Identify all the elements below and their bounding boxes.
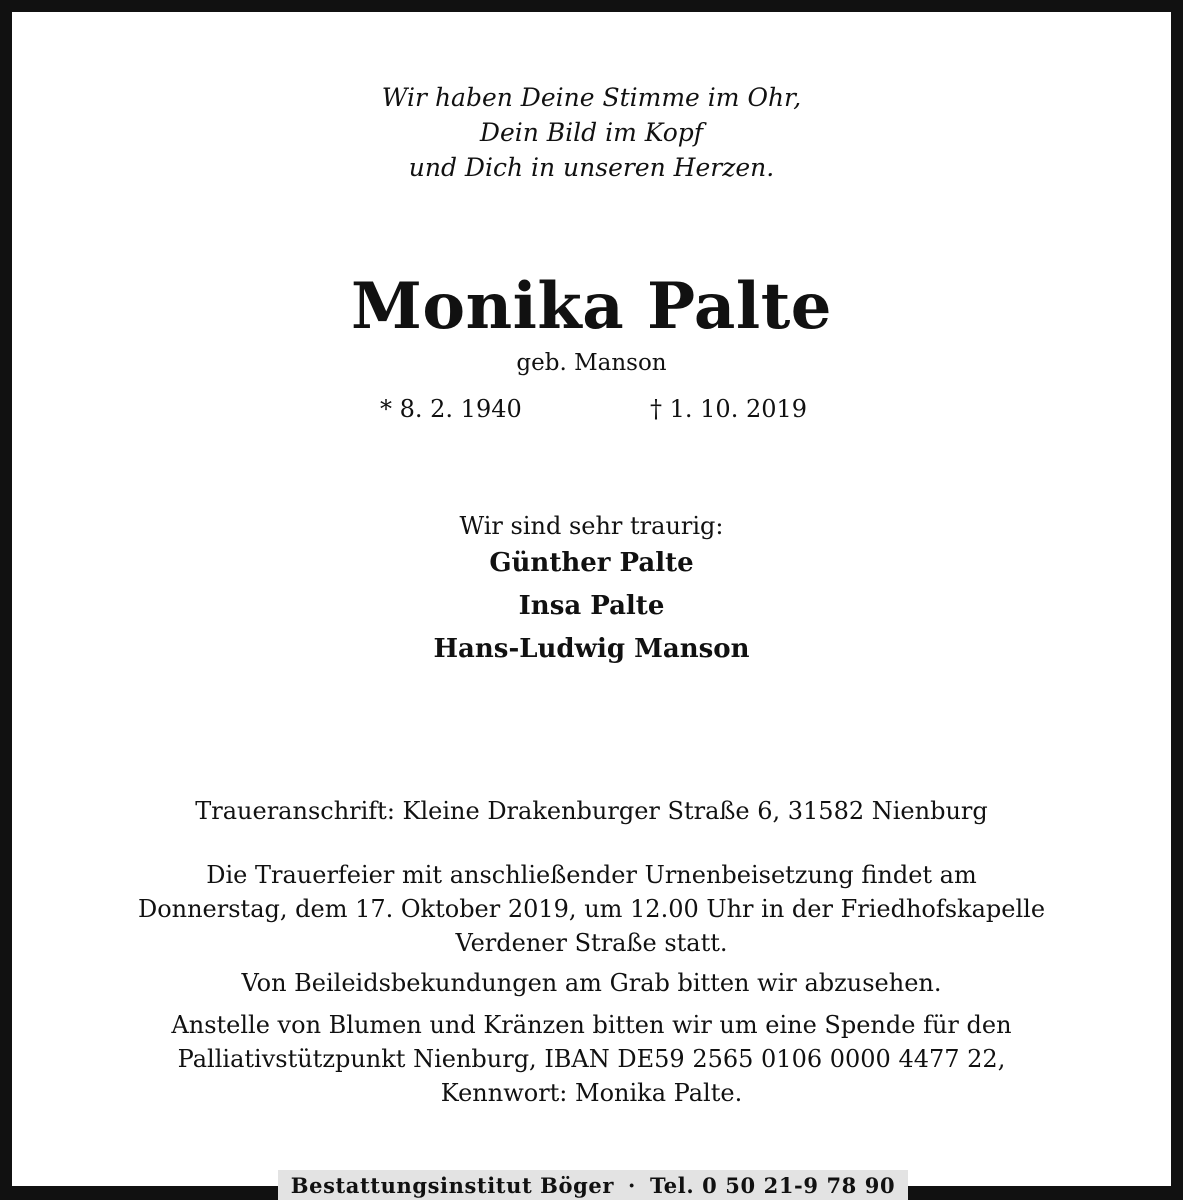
donation-line: Palliativstützpunkt Nienburg, IBAN DE59 2565 0106 0000 4477 22, bbox=[177, 1045, 1006, 1073]
donation-notice bbox=[0, 1008, 1183, 1110]
footer-separator: · bbox=[628, 1172, 636, 1198]
birth-date: * 8. 2. 1940 bbox=[380, 395, 522, 423]
donation-line: Anstelle von Blumen und Kränzen bitten wir um eine Spende für den bbox=[171, 1011, 1012, 1039]
motto-line: Wir haben Deine Stimme im Ohr, bbox=[381, 83, 802, 112]
funeral-home-footer bbox=[278, 1170, 908, 1200]
mourners-intro: Wir sind sehr traurig: bbox=[459, 512, 724, 540]
ceremony-notice bbox=[0, 858, 1183, 960]
mourner-name: Insa Palte bbox=[518, 591, 665, 621]
condolence-note: Von Beileidsbekundungen am Grab bitten wir abzusehen. bbox=[241, 969, 942, 997]
birth-name: geb. Manson bbox=[516, 350, 667, 376]
mourner-name: Hans-Ludwig Manson bbox=[433, 634, 750, 664]
mourning-address: Traueranschrift: Kleine Drakenburger Straße 6, 31582 Nienburg bbox=[195, 797, 988, 825]
motto-line: Dein Bild im Kopf bbox=[479, 118, 704, 147]
mourner-name: Günther Palte bbox=[489, 548, 694, 578]
donation-line: Kennwort: Monika Palte. bbox=[440, 1079, 743, 1107]
ceremony-line: Die Trauerfeier mit anschließender Urnenbeisetzung findet am bbox=[206, 861, 977, 889]
funeral-home-name: Bestattungsinstitut Böger bbox=[290, 1172, 615, 1198]
motto-verse bbox=[0, 80, 1183, 185]
motto-line: und Dich in unseren Herzen. bbox=[408, 153, 775, 182]
deceased-name: Monika Palte bbox=[351, 269, 832, 344]
ceremony-line: Verdener Straße statt. bbox=[455, 929, 728, 957]
funeral-home-phone: Tel. 0 50 21-9 78 90 bbox=[649, 1172, 896, 1198]
death-date: † 1. 10. 2019 bbox=[650, 395, 808, 423]
ceremony-line: Donnerstag, dem 17. Oktober 2019, um 12.00 Uhr in der Friedhofskapelle bbox=[137, 895, 1046, 923]
